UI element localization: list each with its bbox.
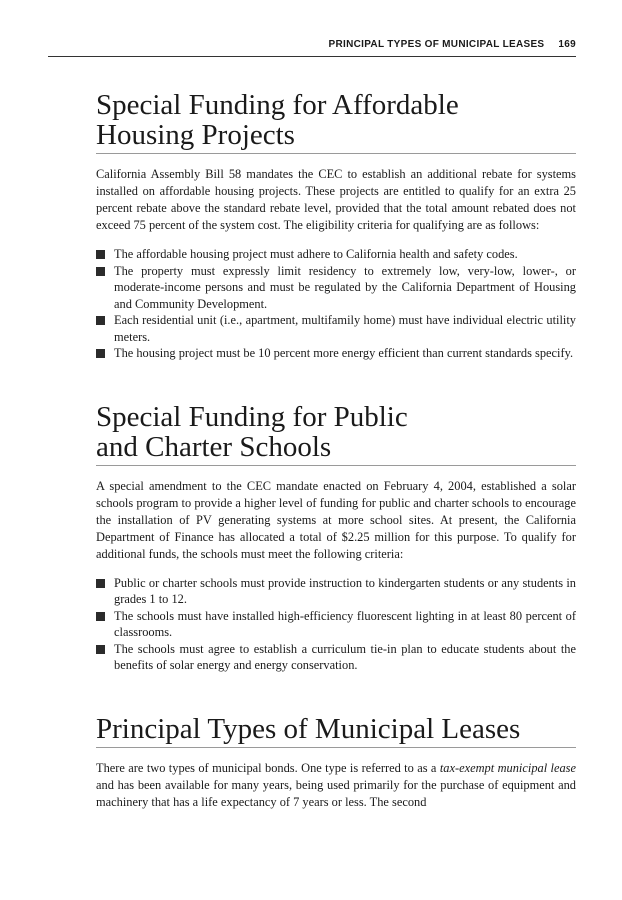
square-bullet-icon (96, 645, 105, 654)
list-item (96, 345, 576, 362)
list-item-text: The schools must have installed high-efficiency fluorescent lighting in at least 80 percent of classrooms. (114, 608, 576, 639)
running-head (48, 38, 576, 57)
heading-line: Principal Types of Municipal Leases (96, 712, 521, 745)
list-item (96, 641, 576, 674)
running-head-title: PRINCIPAL TYPES OF MUNICIPAL LEASES (328, 39, 545, 50)
page-number: 169 (558, 39, 576, 50)
body-paragraph (96, 760, 576, 811)
list-item (96, 575, 576, 608)
heading-line: and Charter Schools (96, 430, 332, 463)
body-paragraph: California Assembly Bill 58 mandates the CEC to establish an additional rebate for systems installed on affordable housing projects. These projects are entitled to qualify for an extra 25 percent rebate above the standard rebate level, provided that the total amount rebated does not exceed 75 percent of the system cost. The eligibility criteria for qualifying are as follows: (96, 167, 576, 232)
section-heading (96, 402, 576, 466)
bullet-list (96, 575, 576, 674)
square-bullet-icon (96, 316, 105, 325)
section-heading (96, 714, 576, 748)
section-heading (96, 90, 576, 154)
square-bullet-icon (96, 250, 105, 259)
square-bullet-icon (96, 349, 105, 358)
list-item-text: The housing project must be 10 percent more energy efficient than current standards specify. (114, 346, 574, 360)
list-item (96, 263, 576, 313)
heading-line: Special Funding for Public (96, 400, 408, 433)
body-paragraph: A special amendment to the CEC mandate enacted on February 4, 2004, established a solar schools program to provide a higher level of funding for public and charter schools to encourage the installation of PV generating systems at more school sites. At present, the California Department of Finance has allocated a total of $2.25 million for this purpose. To qualify for additional funds, the schools must meet the following criteria: (96, 478, 576, 561)
italic-term: tax-exempt municipal lease (439, 760, 577, 775)
list-item-text: The affordable housing project must adhere to California health and safety codes. (114, 247, 518, 261)
section-affordable-housing (96, 90, 576, 362)
list-item (96, 312, 576, 345)
section-municipal-leases (96, 714, 576, 811)
list-item-text: The property must expressly limit residency to extremely low, very-low, lower-, or moderate-income persons and must be regulated by the California Department of Housing and Community Development. (114, 263, 576, 311)
page-content (96, 90, 576, 811)
heading-line: Special Funding for Affordable (96, 89, 459, 121)
list-item-text: Public or charter schools must provide instruction to kindergarten students or any students in grades 1 to 12. (114, 575, 576, 606)
list-item-text: Each residential unit (i.e., apartment, multifamily home) must have individual electric utility meters. (114, 313, 576, 344)
square-bullet-icon (96, 267, 105, 276)
list-item (96, 246, 576, 263)
paragraph-text: and has been available for many years, being used primarily for the purchase of equipment and machinery that has a life expectancy of 7 years or less. The second (96, 777, 576, 809)
list-item (96, 608, 576, 641)
square-bullet-icon (96, 579, 105, 588)
section-public-charter-schools (96, 402, 576, 674)
heading-line: Housing Projects (96, 119, 295, 151)
bullet-list (96, 246, 576, 362)
list-item-text: The schools must agree to establish a curriculum tie-in plan to educate students about the benefits of solar energy and energy conservation. (114, 641, 576, 672)
square-bullet-icon (96, 612, 105, 621)
paragraph-text: There are two types of municipal bonds. One type is referred to as a (96, 760, 440, 775)
